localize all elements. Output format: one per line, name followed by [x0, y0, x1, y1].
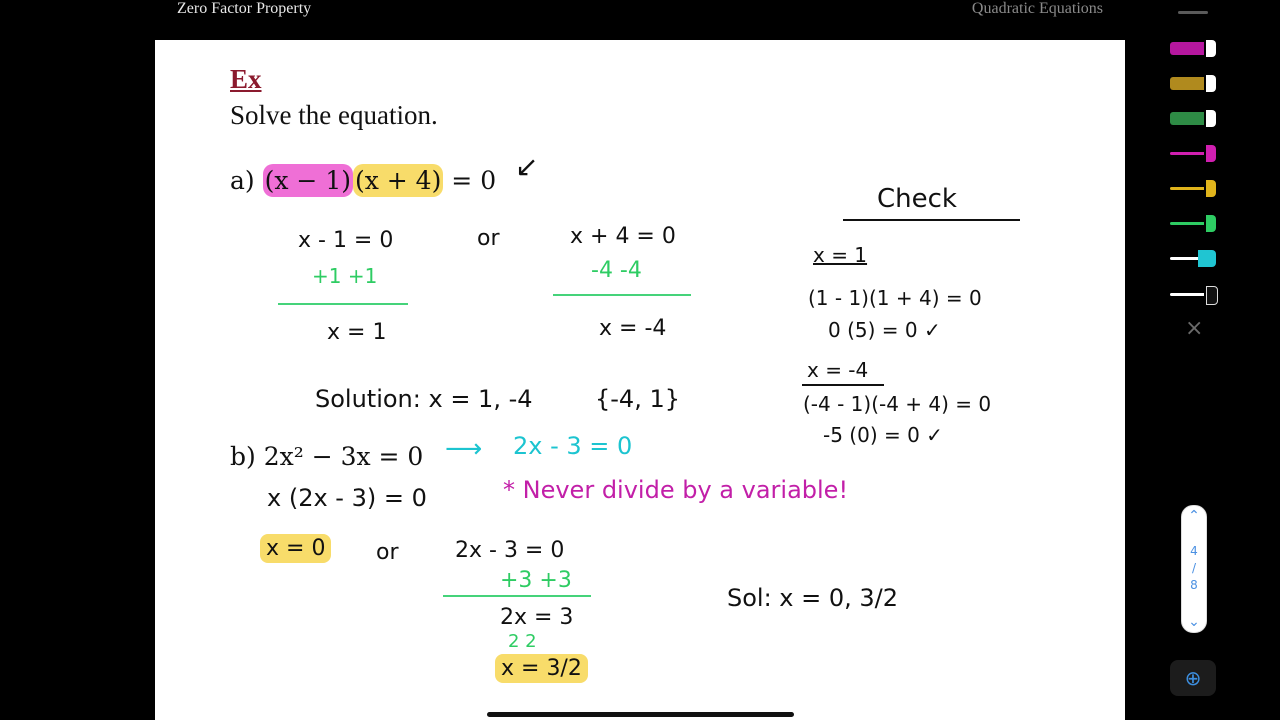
pen-green-pen[interactable]: [1170, 213, 1218, 233]
pen-toolbar: [1168, 0, 1220, 350]
current-page: 4: [1190, 544, 1198, 558]
right-divider: [553, 294, 691, 296]
page-scroller[interactable]: [1181, 505, 1207, 633]
pen-gold-highlighter[interactable]: [1170, 73, 1218, 93]
header-right-title: Quadratic Equations: [971, 0, 1103, 17]
check-x1-line1: (1 - 1)(1 + 4) = 0: [808, 286, 982, 310]
check-x2-underline: [802, 384, 884, 386]
part-b-factored: x (2x - 3) = 0: [267, 484, 427, 512]
check-x2-line2: -5 (0) = 0 ✓: [823, 423, 943, 447]
pen-green-highlighter[interactable]: [1170, 108, 1218, 128]
part-a-solution-set: {-4, 1}: [595, 385, 680, 413]
part-b-side-note: 2x - 3 = 0: [513, 432, 633, 460]
part-b-equation: [230, 442, 423, 471]
home-indicator[interactable]: [487, 712, 794, 717]
check-x1-line2: 0 (5) = 0 ✓: [828, 318, 941, 342]
teal-arrow-icon: ⟶: [445, 434, 483, 464]
scroll-up-icon[interactable]: ⌃: [1188, 508, 1200, 524]
factor1-highlight: (x − 1): [264, 166, 351, 195]
pen-magenta-highlighter[interactable]: [1170, 38, 1218, 58]
pen-black-pen[interactable]: [1170, 284, 1218, 304]
or-text-a: or: [477, 226, 500, 251]
part-b-divide-bottom: 2 2: [508, 631, 537, 652]
part-b-right-equation: 2x - 3 = 0: [455, 538, 565, 563]
zoom-icon[interactable]: ⊕: [1170, 660, 1216, 696]
check-title: Check: [877, 184, 957, 214]
part-a-label: a): [230, 166, 255, 195]
scroll-down-icon[interactable]: ⌄: [1188, 614, 1200, 630]
part-b-quadratic: 2x² − 3x = 0: [263, 442, 424, 471]
factor2-highlight: (x + 4): [354, 166, 442, 195]
part-b-solution: Sol: x = 0, 3/2: [727, 584, 899, 612]
part-b-divider: [443, 595, 591, 597]
toolbar-drag-handle[interactable]: [1178, 11, 1208, 14]
part-b-label: b): [230, 442, 256, 471]
right-result: x = -4: [599, 316, 667, 341]
page-separator: /: [1191, 561, 1197, 575]
part-b-divide-top: 2x = 3: [500, 605, 574, 630]
left-equation: x - 1 = 0: [298, 228, 394, 253]
or-text-b: or: [376, 540, 399, 565]
right-addition: -4 -4: [591, 258, 642, 283]
page-header: [155, 0, 1125, 40]
warning-note: * Never divide by a variable!: [503, 476, 849, 504]
document-page: [155, 0, 1125, 720]
left-divider: [278, 303, 408, 305]
pen-teal-highlighter[interactable]: [1170, 248, 1218, 268]
pen-magenta-pen[interactable]: [1170, 143, 1218, 163]
check-x1: x = 1: [813, 243, 868, 267]
x-three-halves-highlight: x = 3/2: [495, 654, 588, 683]
part-a-equation: [230, 166, 496, 195]
instruction-text: Solve the equation.: [230, 100, 438, 130]
x-zero-highlight: x = 0: [260, 534, 331, 563]
part-a-solution: Solution: x = 1, -4: [315, 385, 533, 413]
part-b-right-result: [495, 656, 588, 681]
example-label: Ex: [230, 64, 262, 94]
check-x2-line1: (-4 - 1)(-4 + 4) = 0: [803, 392, 992, 416]
arrow-icon: ↙: [515, 150, 539, 183]
right-equation: x + 4 = 0: [570, 224, 676, 249]
check-underline: [843, 219, 1020, 221]
check-x2: x = -4: [807, 358, 869, 382]
left-addition: +1 +1: [312, 264, 378, 288]
part-b-right-addition: +3 +3: [500, 568, 572, 593]
header-left-title: Zero Factor Property: [177, 0, 312, 17]
close-toolbar-icon[interactable]: ×: [1185, 316, 1204, 341]
part-a-rhs: = 0: [451, 166, 497, 195]
part-b-left-result: [260, 536, 331, 561]
pen-yellow-pen[interactable]: [1170, 178, 1218, 198]
left-result: x = 1: [327, 320, 387, 345]
total-pages: 8: [1190, 578, 1198, 592]
